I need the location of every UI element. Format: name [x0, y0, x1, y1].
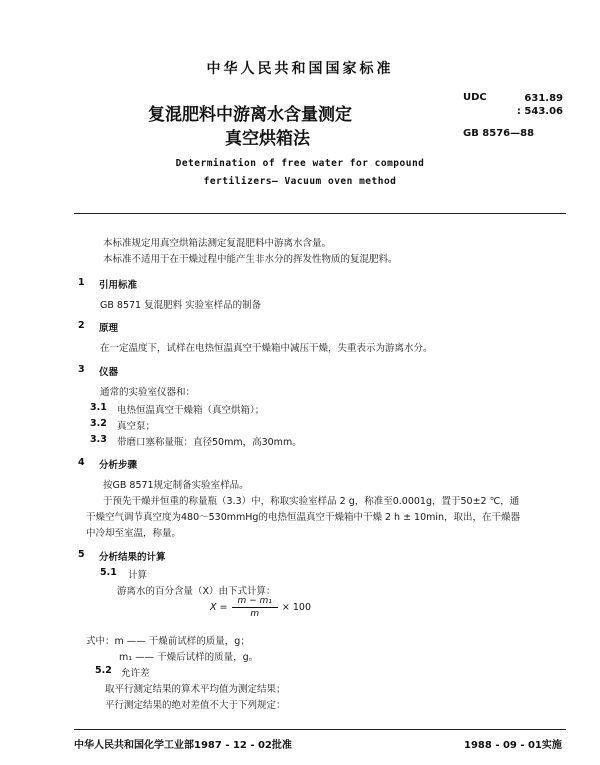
subsection-5-2-title: 允许差: [121, 668, 150, 679]
subsection-5-1-number: 5.1: [100, 567, 117, 578]
gb-number: GB 8576—88: [463, 128, 535, 139]
item-3-2-text: 真空泵；: [117, 421, 156, 432]
tolerance-line-1: 取平行测定结果的算术平均值为测定结果；: [105, 684, 286, 695]
where-line-2: m₁ —— 干燥后试样的质量，g。: [119, 652, 259, 663]
udc-code-line-2: : 543.06: [516, 106, 563, 117]
formula-numerator: m − m₁: [232, 596, 278, 608]
subsection-5-1-title: 计算: [128, 570, 148, 581]
section-5-title: 分析结果的计算: [99, 552, 166, 563]
approval-date: 中华人民共和国化学工业部1987 - 12 - 02批准: [74, 740, 292, 751]
formula-rhs: × 100: [281, 602, 312, 613]
bottom-rule: [74, 729, 566, 730]
section-4-line-2: 于预先干燥并恒重的称量瓶（3.3）中，称取实验室样品 2 g，称准至0.0001g，置于50±2 ℃，通: [103, 496, 520, 507]
formula-denominator: m: [250, 609, 260, 619]
section-1-number: 1: [78, 277, 85, 288]
section-4-line-4: 中冷却至室温，称量。: [86, 528, 182, 539]
section-3-intro: 通常的实验室仪器和：: [100, 387, 196, 398]
standard-header: 中华人民共和国国家标准: [206, 61, 394, 77]
section-4-line-3: 干燥空气调节真空度为480～530mmHg的电热恒温真空干燥箱中干燥 2 h ± 10min，取出，在干燥器: [86, 512, 521, 523]
item-3-3-number: 3.3: [90, 434, 107, 445]
item-3-1-number: 3.1: [90, 402, 107, 413]
section-1-title: 引用标准: [99, 280, 138, 291]
implementation-date: 1988 - 09 - 01实施: [464, 740, 562, 751]
section-2-title: 原理: [99, 323, 119, 334]
english-title-line-2: fertilizers— Vacuum oven method: [203, 176, 397, 187]
section-4-line-1: 按GB 8571规定制备实验室样品。: [103, 480, 249, 491]
formula: [210, 596, 311, 619]
section-4-title: 分析步骤: [99, 460, 138, 471]
top-rule: [74, 213, 566, 214]
section-4-number: 4: [78, 457, 85, 468]
udc-code: [491, 92, 563, 118]
tolerance-line-2: 平行测定结果的绝对差值不大于下列规定：: [105, 700, 286, 711]
section-5-number: 5: [78, 549, 85, 560]
formula-lhs: X =: [210, 602, 228, 613]
intro-line-2: 本标准不适用于在干燥过程中能产生非水分的挥发性物质的复混肥料。: [103, 254, 398, 265]
item-3-3-text: 带磨口塞称量瓶：直径50mm，高30mm。: [117, 437, 302, 448]
section-3-number: 3: [78, 364, 85, 375]
section-2-number: 2: [78, 320, 85, 331]
calculation-text: 游离水的百分含量（X）由下式计算：: [117, 586, 276, 597]
section-1-text: GB 8571 复混肥料 实验室样品的制备: [100, 300, 262, 311]
title-line-2: 真空烘箱法: [225, 129, 310, 149]
formula-fraction: [232, 596, 278, 619]
udc-label: UDC: [463, 92, 487, 103]
udc-code-line-1: 631.89: [524, 93, 563, 104]
section-3-title: 仪器: [99, 367, 119, 378]
title-line-1: 复混肥料中游离水含量测定: [148, 105, 352, 125]
item-3-1-text: 电热恒温真空干燥箱（真空烘箱）；: [117, 405, 265, 416]
intro-line-1: 本标准规定用真空烘箱法测定复混肥料中游离水含量。: [103, 238, 332, 249]
where-line-1: 式中：m —— 干燥前试样的质量，g；: [86, 636, 250, 647]
english-title-line-1: Determination of free water for compound: [175, 158, 425, 169]
section-2-text: 在一定温度下，试样在电热恒温真空干燥箱中减压干燥，失重表示为游离水分。: [100, 343, 433, 354]
item-3-2-number: 3.2: [90, 418, 107, 429]
subsection-5-2-number: 5.2: [95, 665, 112, 676]
